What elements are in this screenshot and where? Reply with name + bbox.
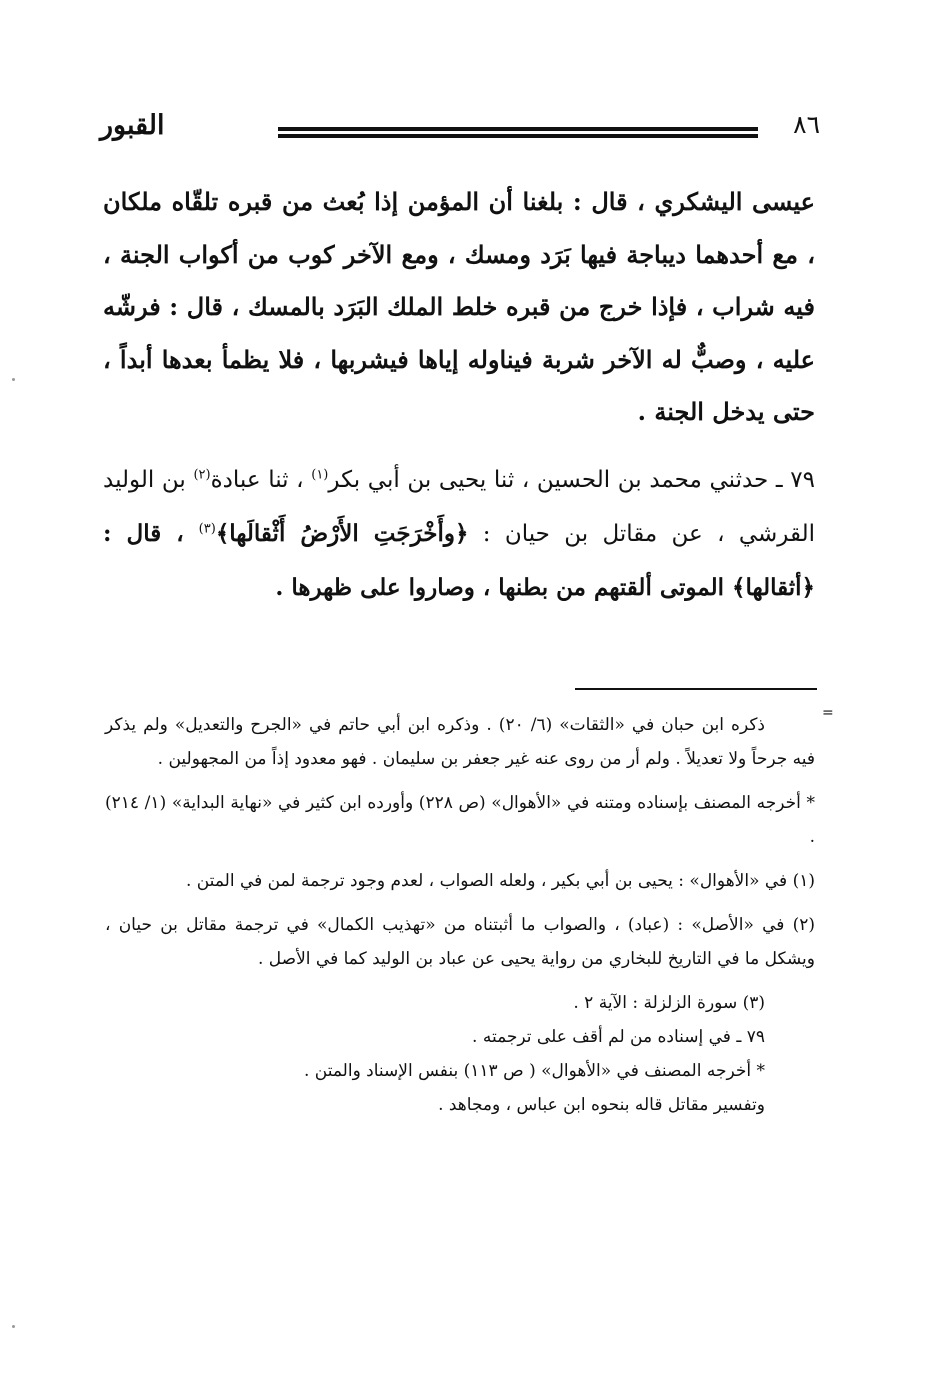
footnote-ref-3: (٣) xyxy=(198,520,216,536)
footnote-tafsir: وتفسير مقاتل قاله بنحوه ابن عباس ، ومجاهد . xyxy=(438,1095,765,1115)
continuation-marker: = xyxy=(822,705,834,721)
scan-speck xyxy=(12,1325,15,1328)
narration-79-part3: بن الوليد القرشي ، عن مقاتل بن حيان : xyxy=(103,466,815,547)
footnotes xyxy=(105,708,815,1122)
footnote-1: (١) في «الأهوال» : يحيى بن أبي بكير ، ولعله الصواب ، لعدم وجود ترجمة لمن في المتن . xyxy=(185,871,815,891)
scan-speck xyxy=(12,378,15,381)
footnote-separator xyxy=(575,688,817,690)
narration-79-part2: ، ثنا عبادة xyxy=(210,466,312,493)
footnote-continued: ذكره ابن حبان في «الثقات» (٦/ ٢٠) . وذكره ابن أبي حاتم في «الجرح والتعديل» ولم يذكر فيه جرحاً ولا تعديلاً . ولم أر من روى عنه غير جعفر بن سليمان . فهو معدود إذاً من المجهولين . xyxy=(105,715,815,769)
header-double-rule xyxy=(278,127,758,138)
page-number: ٨٦ xyxy=(793,110,820,139)
footnote-star-1: * أخرجه المصنف بإسناده ومتنه في «الأهوال» (ص ٢٢٨) وأورده ابن كثير في «نهاية البداية» (١/ ٢١٤) . xyxy=(105,793,815,847)
page-header xyxy=(100,105,820,165)
footnote-ref-2: (٢) xyxy=(193,466,211,482)
footnote-3: (٣) سورة الزلزلة : الآية ٢ . xyxy=(573,993,765,1013)
narration-79-part4: ، قال : ﴿أثقالها﴾ الموتى ألقتهم من بطنها ، وصاروا على ظهرها . xyxy=(103,519,815,601)
running-title: القبور xyxy=(100,110,165,141)
quran-verse: ﴿وأَخْرَجَتِ الأَرْضُ أَثْقالَها﴾ xyxy=(215,519,469,547)
footnote-2: (٢) في «الأصل» : (عباد) ، والصواب ما أثبتناه من «تهذيب الكمال» في ترجمة مقاتل بن حيان ، ويشكل ما في التاريخ للبخاري من رواية يحيى عن عباد بن الوليد كما في الأصل . xyxy=(105,915,815,969)
footnote-79: ٧٩ ـ في إسناده من لم أقف على ترجمته . xyxy=(472,1027,765,1047)
paragraph-narration-79 xyxy=(103,453,815,615)
narration-79-part1: ٧٩ ـ حدثني محمد بن الحسين ، ثنا يحيى بن أبي بكر xyxy=(328,466,815,493)
main-text xyxy=(103,176,815,615)
footnote-ref-1: (١) xyxy=(311,466,329,482)
paragraph-narration-continued: عيسى اليشكري ، قال : بلغنا أن المؤمن إذا بُعث من قبره تلقّاه ملكان ، مع أحدهما ديباجة فيها بَرَد ومسك ، ومع الآخر كوب من أكواب الجنة ، فيه شراب ، فإذا خرج من قبره خلط الملك البَرَد بالمسك ، قال : فرشّه عليه ، وصبٌّ له الآخر شربة فيناوله إياها فيشربها ، فلا يظمأ بعدها أبداً ، حتى يدخل الجنة . xyxy=(103,187,815,426)
footnote-star-2: * أخرجه المصنف في «الأهوال» ( ص ١١٣) بنفس الإسناد والمتن . xyxy=(303,1061,765,1081)
